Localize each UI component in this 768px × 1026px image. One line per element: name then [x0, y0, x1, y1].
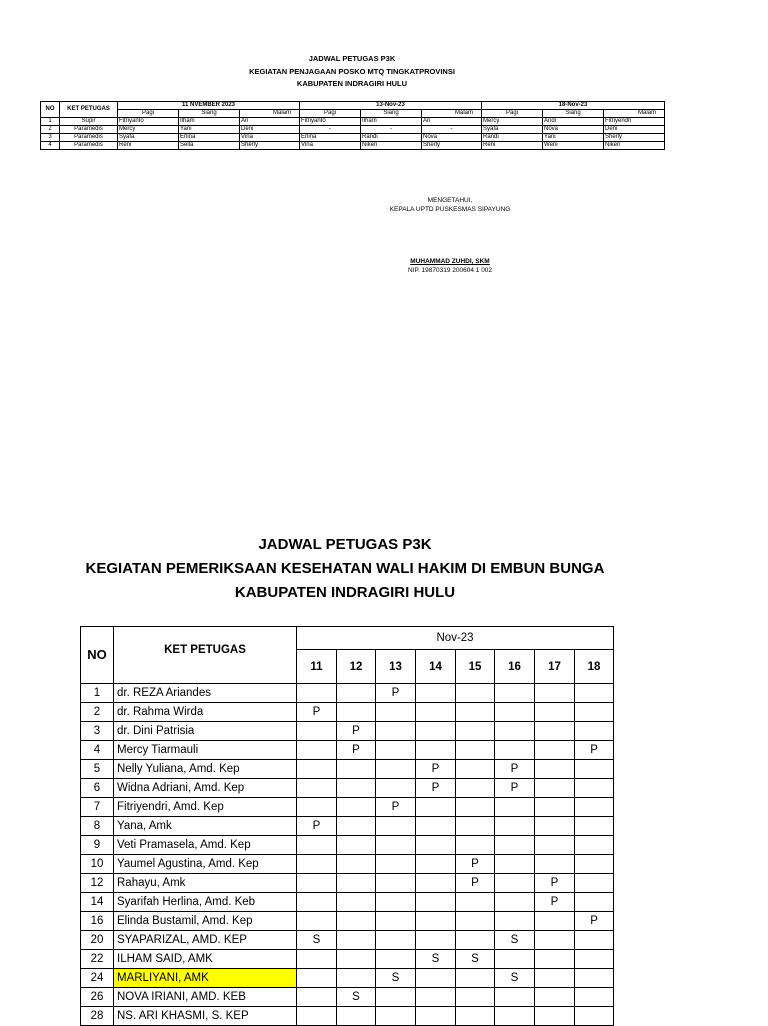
staff-cell: Niken: [604, 142, 665, 150]
day-mark: [535, 836, 575, 855]
day-mark: [456, 703, 495, 722]
row-no: 14: [81, 893, 114, 912]
signature-line1: MENGETAHUI,: [427, 197, 473, 204]
staff-cell: Vina: [300, 142, 361, 150]
doc1-title-line: KABUPATEN INDRAGIRI HULU: [296, 79, 408, 88]
day-mark: [337, 874, 376, 893]
day-mark: S: [297, 931, 337, 950]
staff-cell: Sherly: [240, 142, 300, 150]
day-mark: [416, 684, 456, 703]
day-mark: S: [376, 969, 416, 988]
day-mark: [495, 912, 535, 931]
doc1-header-row: [41, 102, 665, 110]
staff-cell: Fitriyanto: [300, 118, 361, 126]
doc2-day-label: 13: [376, 650, 416, 684]
doc1-title-line: JADWAL PETUGAS P3K: [308, 54, 396, 63]
day-mark: [376, 760, 416, 779]
day-mark: [297, 741, 337, 760]
day-mark: [337, 703, 376, 722]
day-mark: [456, 988, 495, 1007]
doc1-header-date: 11 NVEMBER 2023: [118, 102, 300, 110]
day-mark: [376, 703, 416, 722]
signature-name: MUHAMMAD ZUHDI, SKM: [410, 258, 490, 265]
day-mark: [376, 912, 416, 931]
staff-cell: Niken: [361, 142, 422, 150]
day-mark: P: [495, 760, 535, 779]
table-row: [81, 836, 614, 855]
row-no: 24: [81, 969, 114, 988]
day-mark: [297, 836, 337, 855]
day-mark: [456, 893, 495, 912]
day-mark: [456, 931, 495, 950]
day-mark: [297, 969, 337, 988]
day-mark: [416, 988, 456, 1007]
row-no: 10: [81, 855, 114, 874]
day-mark: [297, 760, 337, 779]
day-mark: P: [575, 741, 614, 760]
doc2-day-label: 11: [297, 650, 337, 684]
doc2-title-line: KABUPATEN INDRAGIRI HULU: [234, 584, 456, 601]
row-no: 4: [41, 142, 60, 150]
doc1-shift-row: [41, 110, 665, 118]
doc1-shift-label: Siang: [543, 110, 604, 118]
day-mark: [337, 855, 376, 874]
day-mark: [535, 950, 575, 969]
doc2-day-label: 14: [416, 650, 456, 684]
day-mark: [297, 855, 337, 874]
day-mark: [575, 1007, 614, 1026]
day-mark: [416, 836, 456, 855]
day-mark: [535, 684, 575, 703]
row-name: dr. Dini Patrisia: [114, 722, 297, 741]
day-mark: [535, 988, 575, 1007]
day-mark: [495, 722, 535, 741]
row-name: MARLIYANI, AMK: [114, 969, 297, 988]
row-no: 2: [41, 126, 60, 134]
doc1-title-block: [40, 53, 664, 91]
table-row: [81, 969, 614, 988]
signature-block: [340, 196, 560, 214]
doc2-title-line: JADWAL PETUGAS P3K: [258, 536, 432, 553]
day-mark: [416, 722, 456, 741]
day-mark: [297, 779, 337, 798]
doc2-day-label: 17: [535, 650, 575, 684]
day-mark: [297, 1007, 337, 1026]
staff-cell: Ari: [240, 118, 300, 126]
day-mark: [575, 950, 614, 969]
row-no: 3: [81, 722, 114, 741]
day-mark: [495, 855, 535, 874]
row-name: Syarifah Herlina, Amd. Keb: [114, 893, 297, 912]
day-mark: P: [337, 722, 376, 741]
table-row: [81, 1007, 614, 1026]
day-mark: [337, 779, 376, 798]
day-mark: [575, 722, 614, 741]
doc2-header-no: NO: [81, 627, 114, 684]
day-mark: [495, 741, 535, 760]
day-mark: [337, 950, 376, 969]
day-mark: [337, 684, 376, 703]
day-mark: [297, 912, 337, 931]
doc2-day-label: 15: [456, 650, 495, 684]
staff-cell: Mercy: [118, 126, 179, 134]
row-no: 3: [41, 134, 60, 142]
staff-cell: Reni: [118, 142, 179, 150]
doc1-header-date: 13-Nov-23: [300, 102, 482, 110]
day-mark: [456, 760, 495, 779]
day-mark: [297, 684, 337, 703]
doc1-shift-label: Malam: [240, 110, 300, 118]
day-mark: [535, 855, 575, 874]
day-mark: P: [337, 741, 376, 760]
table-row: [81, 950, 614, 969]
row-no: 12: [81, 874, 114, 893]
day-mark: P: [376, 798, 416, 817]
day-mark: [495, 684, 535, 703]
row-name: Yana, Amk: [114, 817, 297, 836]
doc1-shift-label: Pagi: [300, 110, 361, 118]
day-mark: [376, 817, 416, 836]
doc2-header-row: [81, 627, 614, 650]
day-mark: [456, 779, 495, 798]
staff-cell: Fitriyanto: [118, 118, 179, 126]
table-row: [81, 703, 614, 722]
day-mark: [456, 798, 495, 817]
day-mark: [575, 931, 614, 950]
day-mark: S: [495, 969, 535, 988]
table-row: [81, 798, 614, 817]
day-mark: [495, 874, 535, 893]
day-mark: [297, 893, 337, 912]
table-row: [81, 988, 614, 1007]
day-mark: [416, 893, 456, 912]
day-mark: [416, 703, 456, 722]
staff-cell: Yani: [179, 126, 240, 134]
day-mark: P: [456, 855, 495, 874]
table-row: [81, 779, 614, 798]
staff-cell: Randi: [482, 134, 543, 142]
day-mark: P: [376, 684, 416, 703]
staff-cell: Erlina: [300, 134, 361, 142]
row-name: Elinda Bustamil, Amd. Kep: [114, 912, 297, 931]
staff-cell: Weni: [543, 142, 604, 150]
day-mark: [376, 988, 416, 1007]
table-row: [81, 931, 614, 950]
staff-cell: -: [422, 126, 482, 134]
doc1-shift-label: Siang: [361, 110, 422, 118]
day-mark: [376, 779, 416, 798]
staff-cell: Nova: [422, 134, 482, 142]
day-mark: S: [495, 931, 535, 950]
table-row: [81, 741, 614, 760]
table-row: [41, 118, 665, 126]
table-row: [41, 134, 665, 142]
doc2-title-line: KEGIATAN PEMERIKSAAN KESEHATAN WALI HAKIM DI EMBUN BUNGA: [85, 560, 605, 577]
table-row: [41, 126, 665, 134]
doc1-shift-label: Siang: [179, 110, 240, 118]
row-name: NS. ARI KHASMI, S. KEP: [114, 1007, 297, 1026]
day-mark: P: [297, 817, 337, 836]
row-name: Mercy Tiarmauli: [114, 741, 297, 760]
row-no: 16: [81, 912, 114, 931]
staff-cell: -: [300, 126, 361, 134]
row-name: Widna Adriani, Amd. Kep: [114, 779, 297, 798]
day-mark: [376, 950, 416, 969]
day-mark: [575, 836, 614, 855]
day-mark: [535, 741, 575, 760]
table-row: [81, 912, 614, 931]
staff-cell: Yani: [543, 134, 604, 142]
day-mark: [337, 836, 376, 855]
day-mark: [456, 741, 495, 760]
staff-cell: Nova: [543, 126, 604, 134]
row-no: 8: [81, 817, 114, 836]
table-row: [81, 817, 614, 836]
doc1-header-ket: KET PETUGAS: [60, 102, 118, 118]
row-name: Nelly Yuliana, Amd. Kep: [114, 760, 297, 779]
doc1-title-line: KEGIATAN PENJAGAAN POSKO MTQ TINGKATPROVINSI: [249, 66, 455, 76]
doc2-header-month: Nov-23: [297, 627, 614, 650]
day-mark: [416, 874, 456, 893]
day-mark: [337, 893, 376, 912]
day-mark: [575, 798, 614, 817]
day-mark: [535, 1007, 575, 1026]
staff-cell: Deni: [240, 126, 300, 134]
day-mark: [376, 874, 416, 893]
row-ket: Paramedis: [60, 142, 118, 150]
row-name: Yaumel Agustina, Amd. Kep: [114, 855, 297, 874]
day-mark: P: [416, 779, 456, 798]
day-mark: [297, 722, 337, 741]
row-ket: Paramedis: [60, 126, 118, 134]
day-mark: [456, 684, 495, 703]
day-mark: [456, 912, 495, 931]
row-no: 20: [81, 931, 114, 950]
table-row: [81, 722, 614, 741]
day-mark: [456, 817, 495, 836]
staff-cell: Randi: [361, 134, 422, 142]
day-mark: [575, 874, 614, 893]
row-name: Rahayu, Amk: [114, 874, 297, 893]
day-mark: S: [416, 950, 456, 969]
table-row: [81, 874, 614, 893]
day-mark: [416, 855, 456, 874]
row-name: NOVA IRIANI, AMD. KEB: [114, 988, 297, 1007]
staff-cell: Erlina: [179, 134, 240, 142]
day-mark: [337, 760, 376, 779]
doc1-header-date: 18-Nov-23: [482, 102, 665, 110]
row-no: 5: [81, 760, 114, 779]
day-mark: [376, 1007, 416, 1026]
day-mark: [297, 988, 337, 1007]
staff-cell: Syafa: [118, 134, 179, 142]
day-mark: [575, 893, 614, 912]
day-mark: [416, 741, 456, 760]
day-mark: [535, 931, 575, 950]
day-mark: [495, 893, 535, 912]
staff-cell: Vina: [240, 134, 300, 142]
day-mark: [535, 722, 575, 741]
staff-cell: Mercy: [482, 118, 543, 126]
day-mark: [575, 703, 614, 722]
day-mark: P: [297, 703, 337, 722]
day-mark: [535, 969, 575, 988]
day-mark: [416, 1007, 456, 1026]
day-mark: [337, 912, 376, 931]
day-mark: [495, 798, 535, 817]
row-no: 4: [81, 741, 114, 760]
day-mark: [535, 912, 575, 931]
row-no: 1: [81, 684, 114, 703]
staff-cell: Sherly: [422, 142, 482, 150]
day-mark: [575, 760, 614, 779]
table-row: [81, 684, 614, 703]
doc2-day-label: 16: [495, 650, 535, 684]
day-mark: [575, 855, 614, 874]
day-mark: [575, 988, 614, 1007]
day-mark: [337, 817, 376, 836]
day-mark: [575, 817, 614, 836]
day-mark: [575, 684, 614, 703]
row-name: dr. Rahma Wirda: [114, 703, 297, 722]
table-row: [81, 760, 614, 779]
row-no: 1: [41, 118, 60, 126]
day-mark: [376, 722, 416, 741]
table-row: [81, 855, 614, 874]
day-mark: [337, 969, 376, 988]
day-mark: [376, 893, 416, 912]
staff-cell: Syafa: [482, 126, 543, 134]
day-mark: [376, 836, 416, 855]
day-mark: P: [575, 912, 614, 931]
day-mark: [495, 950, 535, 969]
row-no: 26: [81, 988, 114, 1007]
day-mark: [495, 988, 535, 1007]
day-mark: [416, 817, 456, 836]
day-mark: [456, 836, 495, 855]
day-mark: S: [456, 950, 495, 969]
table-row: [41, 142, 665, 150]
day-mark: [495, 817, 535, 836]
row-name: dr. REZA Ariandes: [114, 684, 297, 703]
day-mark: [495, 703, 535, 722]
doc1-shift-label: Pagi: [482, 110, 543, 118]
day-mark: P: [535, 874, 575, 893]
day-mark: [456, 1007, 495, 1026]
day-mark: [416, 931, 456, 950]
day-mark: [416, 969, 456, 988]
doc1-shift-label: Malam: [604, 110, 665, 118]
doc1-header-no: NO: [41, 102, 60, 118]
day-mark: [535, 760, 575, 779]
doc2-schedule-table: [80, 626, 614, 1026]
day-mark: [337, 1007, 376, 1026]
day-mark: [456, 969, 495, 988]
day-mark: [575, 779, 614, 798]
day-mark: P: [416, 760, 456, 779]
day-mark: [416, 912, 456, 931]
row-ket: Supir: [60, 118, 118, 126]
day-mark: [376, 855, 416, 874]
day-mark: [376, 931, 416, 950]
day-mark: [297, 874, 337, 893]
day-mark: P: [456, 874, 495, 893]
doc1-shift-label: Malam: [422, 110, 482, 118]
staff-cell: Sella: [179, 142, 240, 150]
row-name: SYAPARIZAL, AMD. KEP: [114, 931, 297, 950]
day-mark: [535, 817, 575, 836]
day-mark: [495, 836, 535, 855]
day-mark: P: [495, 779, 535, 798]
day-mark: [535, 703, 575, 722]
day-mark: [495, 1007, 535, 1026]
row-no: 7: [81, 798, 114, 817]
doc1-schedule-table: [40, 101, 665, 150]
day-mark: [297, 798, 337, 817]
signature-line2: KEPALA UPTD PUSKESMAS SIPAYUNG: [389, 206, 511, 213]
signature-nip: NIP. 19870319 200604 1 002: [407, 267, 493, 274]
day-mark: [416, 798, 456, 817]
row-no: 22: [81, 950, 114, 969]
row-no: 9: [81, 836, 114, 855]
staff-cell: Ari: [422, 118, 482, 126]
staff-cell: Reni: [482, 142, 543, 150]
row-no: 6: [81, 779, 114, 798]
day-mark: [337, 931, 376, 950]
doc2-day-label: 12: [337, 650, 376, 684]
doc2-day-label: 18: [575, 650, 614, 684]
staff-cell: Deni: [604, 126, 665, 134]
staff-cell: -: [361, 126, 422, 134]
day-mark: [535, 779, 575, 798]
row-no: 2: [81, 703, 114, 722]
row-name: Veti Pramasela, Amd. Kep: [114, 836, 297, 855]
day-mark: S: [337, 988, 376, 1007]
staff-cell: Ilham: [179, 118, 240, 126]
staff-cell: Fitriyendri: [604, 118, 665, 126]
row-ket: Paramedis: [60, 134, 118, 142]
doc1-shift-label: Pagi: [118, 110, 179, 118]
day-mark: [376, 741, 416, 760]
row-name: Fitriyendri, Amd. Kep: [114, 798, 297, 817]
staff-cell: Sherly: [604, 134, 665, 142]
day-mark: [456, 722, 495, 741]
doc2-title-block: [40, 533, 650, 605]
staff-cell: Ilham: [361, 118, 422, 126]
day-mark: P: [535, 893, 575, 912]
staff-cell: Andi: [543, 118, 604, 126]
day-mark: [575, 969, 614, 988]
table-row: [81, 893, 614, 912]
doc2-header-ket: KET PETUGAS: [114, 627, 297, 684]
day-mark: [337, 798, 376, 817]
day-mark: [535, 798, 575, 817]
row-no: 28: [81, 1007, 114, 1026]
day-mark: [297, 950, 337, 969]
signature-name-block: [340, 257, 560, 275]
row-name: ILHAM SAID, AMK: [114, 950, 297, 969]
